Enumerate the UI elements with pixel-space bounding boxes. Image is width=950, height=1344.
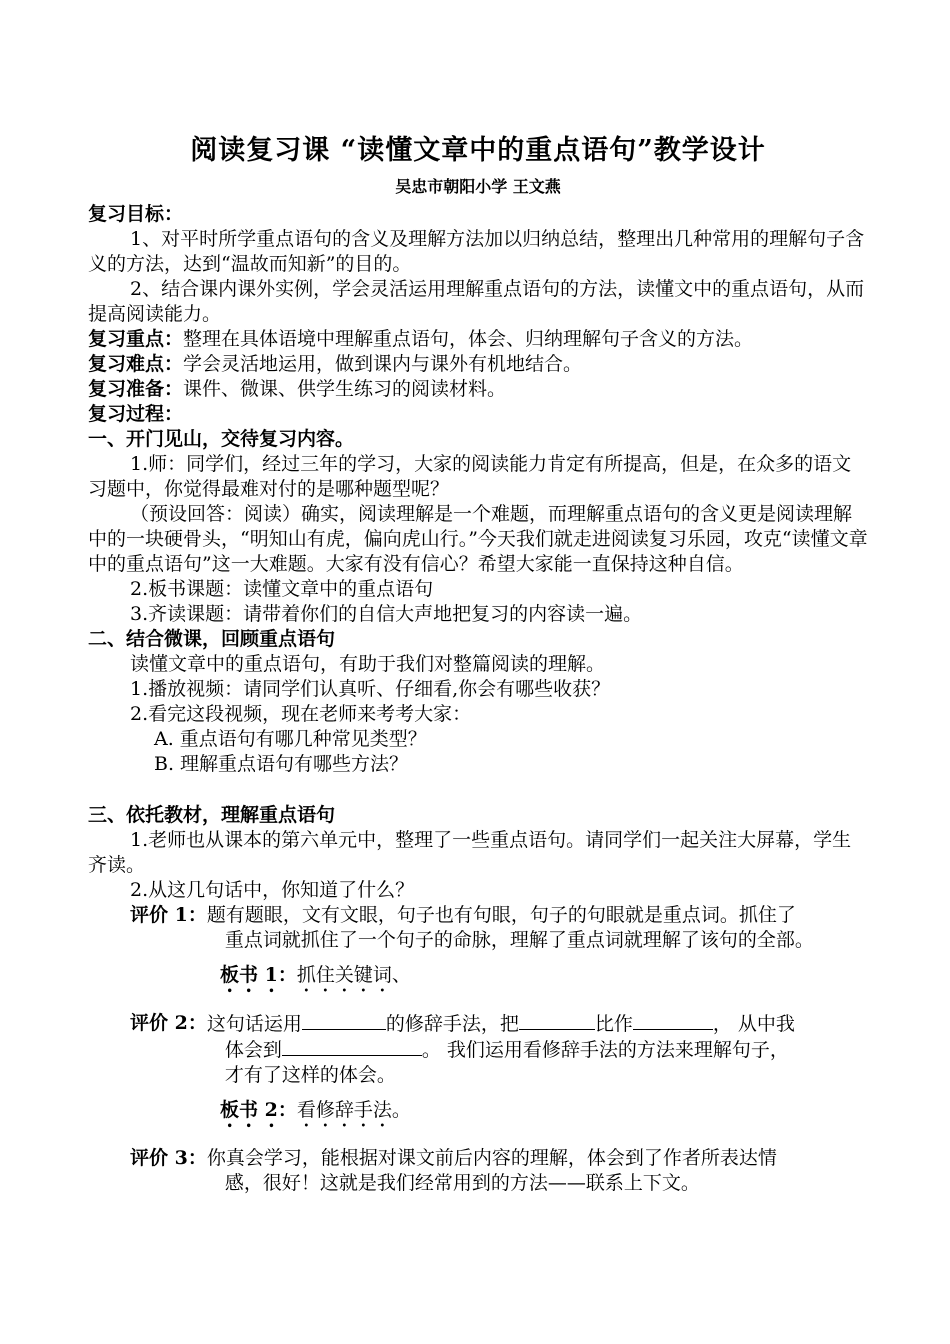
evaluation-2-line-3: 才有了这样的体会。 bbox=[224, 1064, 396, 1086]
fill-blank bbox=[519, 1011, 595, 1030]
section-1-paragraph: （预设回答：阅读）确实，阅读理解是一个难题，而理解重点语句的含义更是阅读理解中的一块硬骨头，“明知山有虎，偏向虎山行。”今天我们就走进阅读复习乐园，攻克“读懂文章中的重点语句”这一大难题。大家有没有信心？希望大家能一直保持这种自信。 bbox=[88, 503, 868, 575]
board-note-1-label: 板书 1 bbox=[220, 964, 278, 986]
section-3-heading: 三、依托教材，理解重点语句 bbox=[88, 804, 336, 826]
question-b: B. 理解重点语句有哪些方法？ bbox=[154, 753, 409, 775]
preparation-line bbox=[88, 377, 868, 402]
keypoint-text: 整理在具体语境中理解重点语句，体会、归纳理解句子含义的方法。 bbox=[183, 328, 754, 350]
evaluation-2-text: 比作 bbox=[594, 1013, 633, 1035]
evaluation-2-line-1 bbox=[207, 1011, 868, 1037]
fill-blank bbox=[633, 1011, 713, 1030]
board-note-2-label: 板书 2 bbox=[220, 1099, 278, 1121]
objectives-label: 复习目标： bbox=[88, 203, 184, 225]
evaluation-3-label: 评价 3： bbox=[130, 1147, 207, 1169]
question-a: A. 重点语句有哪几种常见类型？ bbox=[154, 728, 427, 750]
evaluation-2-text: 体会到 bbox=[224, 1039, 282, 1061]
section-3-paragraph: 2.从这几句话中，你知道了什么？ bbox=[130, 879, 415, 901]
fill-blank bbox=[282, 1037, 422, 1056]
board-note-2-sep: ： bbox=[277, 1099, 297, 1121]
board-note-1-sep: ： bbox=[277, 964, 297, 986]
evaluation-1-label: 评价 1： bbox=[130, 904, 207, 926]
document-page bbox=[88, 132, 868, 1196]
board-note-1-tail: 、 bbox=[391, 964, 411, 986]
evaluation-2 bbox=[88, 1011, 868, 1088]
section-2-paragraph: 1.播放视频：请同学们认真听、仔细看,你会有哪些收获？ bbox=[130, 678, 611, 700]
evaluation-2-text: ， 从中我 bbox=[712, 1013, 795, 1035]
author-line: 吴忠市朝阳小学 王文燕 bbox=[395, 177, 561, 196]
process-label: 复习过程： bbox=[88, 403, 184, 425]
evaluation-1 bbox=[88, 903, 868, 953]
evaluation-3-text-cont: 感，很好！这就是我们经常用到的方法——联系上下文。 bbox=[224, 1172, 700, 1194]
board-note-1-text: 抓住关键词 bbox=[296, 964, 392, 986]
objective-1: 1、对平时所学重点语句的含义及理解方法加以归纳总结，整理出几种常用的理解句子含义的方法，达到“温故而知新”的目的。 bbox=[88, 228, 865, 275]
section-2-heading: 二、结合微课，回顾重点语句 bbox=[88, 628, 336, 650]
section-1-paragraph: 1.师：同学们，经过三年的学习，大家的阅读能力肯定有所提高，但是，在众多的语文习题中，你觉得最难对付的是哪种题型呢？ bbox=[88, 453, 852, 500]
difficulty-label: 复习难点： bbox=[88, 353, 184, 375]
preparation-text: 课件、微课、供学生练习的阅读材料。 bbox=[183, 378, 507, 400]
evaluation-2-text: 。 我们运用看修辞手法的方法来理解句子， bbox=[421, 1039, 789, 1061]
fill-blank bbox=[302, 1011, 386, 1030]
board-note-2 bbox=[88, 1098, 868, 1132]
evaluation-2-line-2 bbox=[207, 1037, 868, 1063]
document-title: 阅读复习课 “读懂文章中的重点语句”教学设计 bbox=[190, 135, 766, 166]
evaluation-2-text: 的修辞手法，把 bbox=[385, 1013, 519, 1035]
evaluation-2-text: 这句话运用 bbox=[206, 1013, 302, 1035]
objective-2: 2、结合课内课外实例，学会灵活运用理解重点语句的方法，读懂文中的重点语句，从而提高阅读能力。 bbox=[88, 278, 865, 325]
difficulty-line bbox=[88, 352, 868, 377]
difficulty-text: 学会灵活地运用，做到课内与课外有机地结合。 bbox=[183, 353, 583, 375]
section-1-heading: 一、开门见山，交待复习内容。 bbox=[88, 428, 355, 450]
board-note-2-text: 看修辞手法 bbox=[296, 1099, 392, 1121]
section-2-paragraph: 读懂文章中的重点语句，有助于我们对整篇阅读的理解。 bbox=[130, 653, 606, 675]
section-1-paragraph: 3.齐读课题：请带着你们的自信大声地把复习的内容读一遍。 bbox=[130, 603, 643, 625]
keypoint-line bbox=[88, 327, 868, 352]
section-3-paragraph: 1.老师也从课本的第六单元中，整理了一些重点语句。请同学们一起关注大屏幕，学生齐读。 bbox=[88, 829, 852, 876]
section-2-paragraph: 2.看完这段视频，现在老师来考考大家： bbox=[130, 703, 472, 725]
evaluation-2-label: 评价 2： bbox=[130, 1012, 207, 1034]
spacer bbox=[88, 777, 868, 803]
evaluation-1-text: 题有题眼，文有文眼，句子也有句眼，句子的句眼就是重点词。抓住了 bbox=[206, 904, 796, 926]
board-note-2-tail: 。 bbox=[391, 1099, 411, 1121]
board-note-1 bbox=[88, 963, 868, 997]
section-1-paragraph: 2.板书课题：读懂文章中的重点语句 bbox=[130, 578, 434, 600]
evaluation-3 bbox=[88, 1146, 868, 1196]
evaluation-1-text-cont: 重点词就抓住了一个句子的命脉，理解了重点词就理解了该句的全部。 bbox=[224, 929, 814, 951]
preparation-label: 复习准备： bbox=[88, 378, 184, 400]
evaluation-3-text: 你真会学习，能根据对课文前后内容的理解，体会到了作者所表达情 bbox=[206, 1147, 777, 1169]
keypoint-label: 复习重点： bbox=[88, 328, 184, 350]
